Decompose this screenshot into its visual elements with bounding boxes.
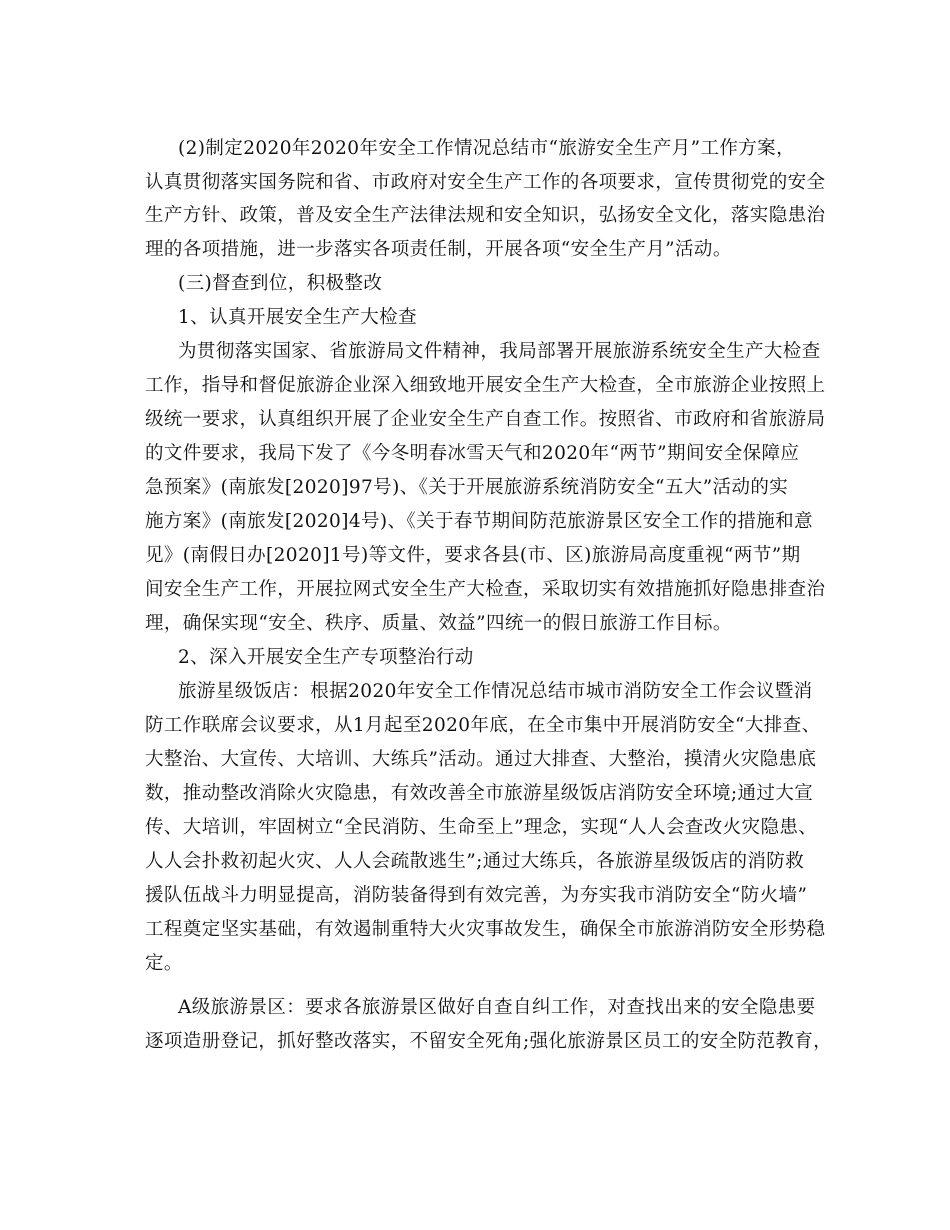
subsection-heading: 2、深入开展安全生产专项整治行动 <box>178 647 474 668</box>
paragraph-line: 认真贯彻落实国务院和省、市政府对安全生产工作的各项要求，宣传贯彻党的安全 <box>145 172 826 193</box>
paragraph-line: (2)制定2020年2020年安全工作情况总结市“旅游安全生产月”工作方案， <box>178 138 795 159</box>
paragraph-line: 级统一要求，认真组织开展了企业安全生产自查工作。按照省、市政府和省旅游局 <box>145 409 826 430</box>
paragraph-line: 定。 <box>145 953 183 974</box>
paragraph-line: 逐项造册登记，抓好整改落实，不留安全死角;强化旅游景区员工的安全防范教育， <box>145 1031 833 1052</box>
paragraph-line: 理，确保实现“安全、秩序、质量、效益”四统一的假日旅游工作目标。 <box>145 613 732 634</box>
paragraph-line: 大整治、大宣传、大培训、大练兵”活动。通过大排查、大整治，摸清火灾隐患底 <box>145 749 817 770</box>
paragraph-line: 防工作联席会议要求，从1月起至2020年底，在全市集中开展消防安全“大排查、 <box>145 715 821 736</box>
paragraph-line: 数，推动整改消除火灾隐患，有效改善全市旅游星级饭店消防安全环境;通过大宣 <box>145 783 814 804</box>
paragraph-line: 传、大培训，牢固树立“全民消防、生命至上”理念，实现“人人会查改火灾隐患、 <box>145 817 818 838</box>
subsection-heading: 1、认真开展安全生产大检查 <box>178 307 417 328</box>
paragraph-line: 间安全生产工作，开展拉网式安全生产大检查，采取切实有效措施抓好隐患排查治 <box>145 579 826 600</box>
paragraph-line: 旅游星级饭店：根据2020年安全工作情况总结市城市消防安全工作会议暨消 <box>178 681 813 702</box>
paragraph-line: 为贯彻落实国家、省旅游局文件精神，我局部署开展旅游系统安全生产大检查 <box>178 341 821 362</box>
paragraph-line: 人人会扑救初起火灾、人人会疏散逃生”;通过大练兵，各旅游星级饭店的消防救 <box>145 851 805 872</box>
paragraph-line: 施方案》(南旅发[2020]4号)、《关于春节期间防范旅游景区安全工作的措施和意 <box>145 511 813 532</box>
paragraph-line: 的文件要求，我局下发了《今冬明春冰雪天气和2020年“两节”期间安全保障应 <box>145 443 800 464</box>
paragraph-line: 工程奠定坚实基础，有效遏制重特大火灾事故发生，确保全市旅游消防安全形势稳 <box>145 919 826 940</box>
paragraph-line: A级旅游景区：要求各旅游景区做好自查自纠工作，对查找出来的安全隐患要 <box>178 997 816 1018</box>
section-heading: (三)督查到位，积极整改 <box>178 273 383 294</box>
paragraph-line: 援队伍战斗力明显提高，消防装备得到有效完善，为夯实我市消防安全“防火墙” <box>145 885 808 906</box>
paragraph-line: 急预案》(南旅发[2020]97号)、《关于开展旅游系统消防安全“五大”活动的实 <box>145 477 789 498</box>
paragraph-line: 生产方针、政策，普及安全生产法律法规和安全知识，弘扬安全文化，落实隐患治 <box>145 205 826 226</box>
paragraph-line: 见》(南假日办[2020]1号)等文件，要求各县(市、区)旅游局高度重视“两节”期 <box>145 545 801 566</box>
paragraph-line: 理的各项措施，进一步落实各项责任制，开展各项“安全生产月”活动。 <box>145 239 732 260</box>
paragraph-line: 工作，指导和督促旅游企业深入细致地开展安全生产大检查，全市旅游企业按照上 <box>145 375 826 396</box>
